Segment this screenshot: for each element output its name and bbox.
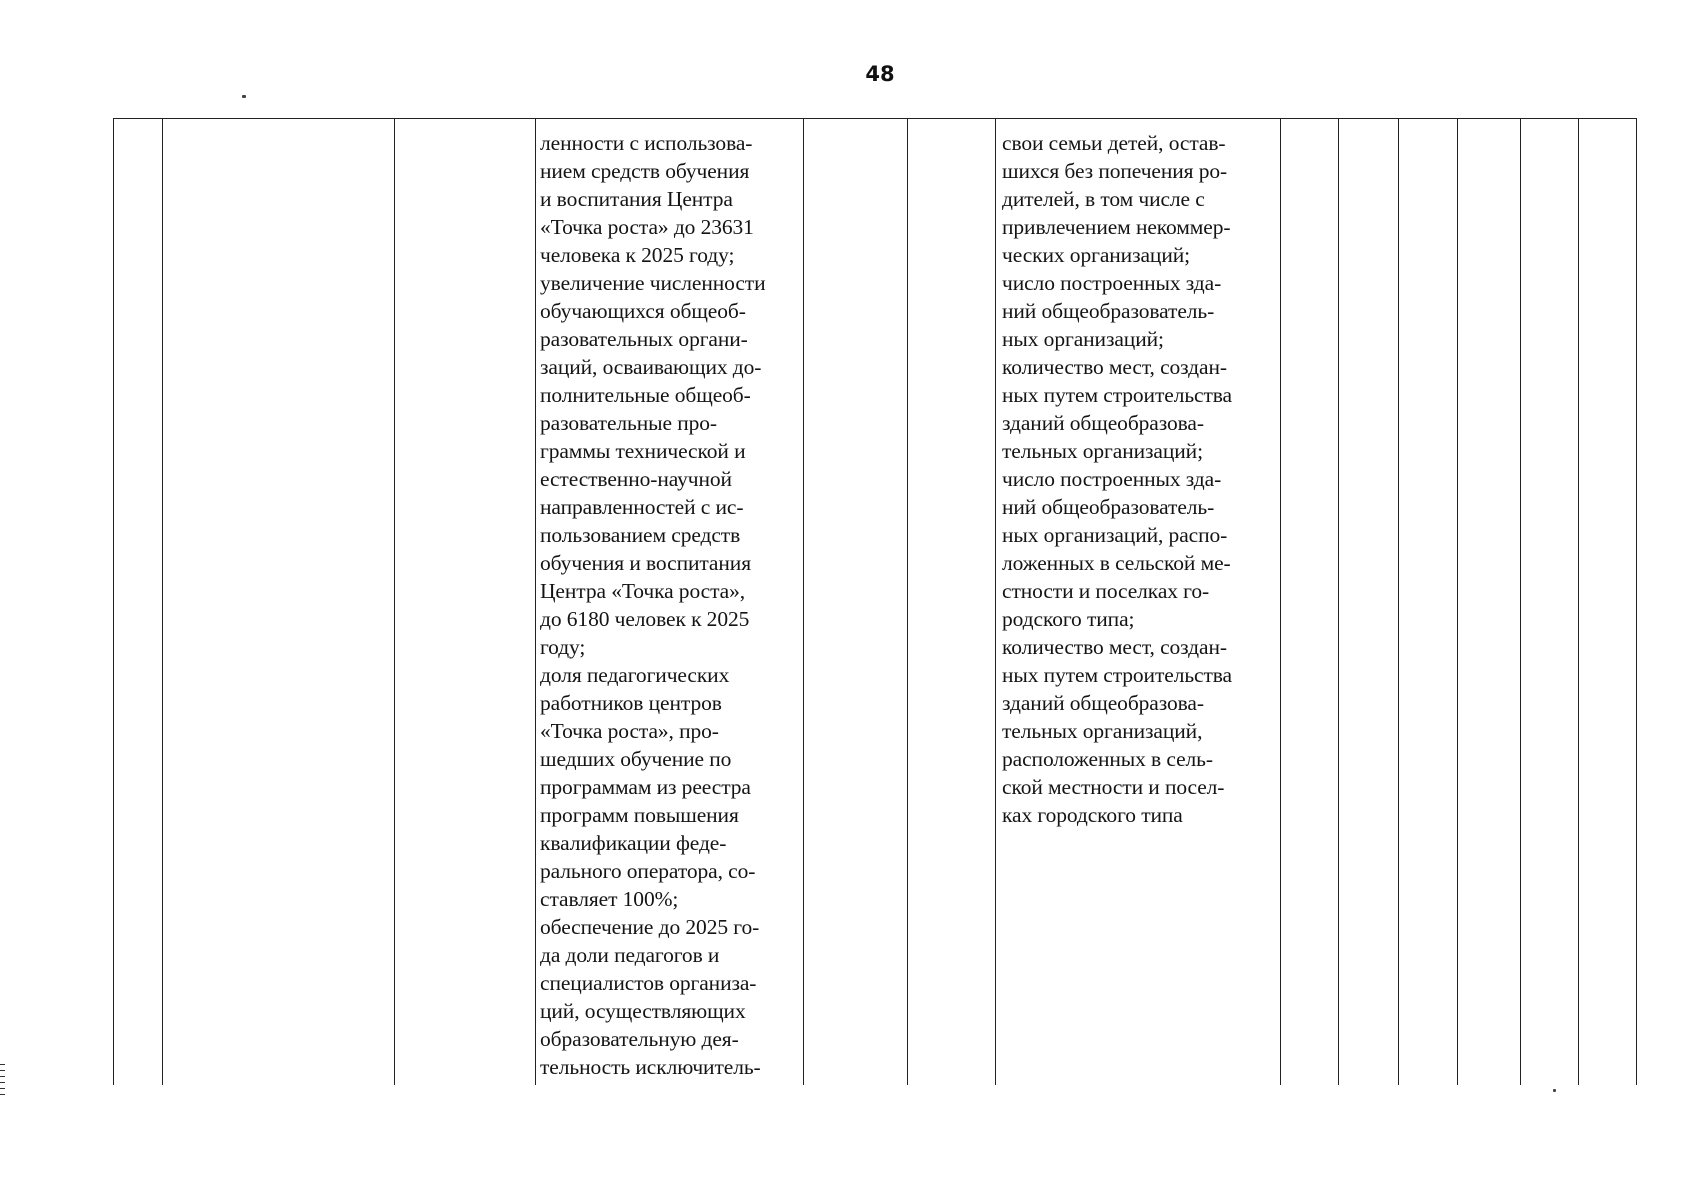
table-cell-indicators-b: свои семьи детей, остав- шихся без попечения ро- дителей, в том числе с привлечением некоммер- ческих организаций; число построенных зда- ний общеобразователь- ных организаций; количество мест, создан- ных путем строительства зданий общеобразова- тельных организаций; число построенных зда- ний общеобразователь- ных организаций, распо- ложенных в сельской ме- стности и поселках го- родского типа; количество мест, создан- ных путем строительства зданий общеобразова- тельных организаций, расположенных в сель- ской местности и посел- ках городского типа (1002, 131, 1232, 827)
table-column-border (535, 118, 536, 1085)
table-column-border (394, 118, 395, 1085)
table-column-border (113, 118, 114, 1085)
table-column-border (1338, 118, 1339, 1085)
scan-speck (1553, 1089, 1556, 1092)
scan-edge-marks (0, 1064, 5, 1098)
table-column-border (803, 118, 804, 1085)
table-column-border (1457, 118, 1458, 1085)
table-cell-indicators-a: ленности с использова- нием средств обучения и воспитания Центра «Точка роста» до 23631 человека к 2025 году; увеличение численности обучающихся общеоб- разовательных органи- заций, осваивающих до- полнительные общеоб- разовательные про- граммы технической и естественно-научной направленностей с ис- пользованием средств обучения и воспитания Центра «Точка роста», до 6180 человек к 2025 году; доля педагогических работников центров «Точка роста», про- шедших обучение по программам из реестра программ повышения квалификации феде- рального оператора, со- ставляет 100%; обеспечение до 2025 го- да доли педагогов и специалистов организа- ций, осуществляющих образовательную дея- тельность исключитель- (540, 131, 766, 1079)
scan-speck (242, 95, 246, 98)
page-number: 48 (865, 62, 895, 86)
table-column-border (1280, 118, 1281, 1085)
table-column-border (995, 118, 996, 1085)
table-column-border (1578, 118, 1579, 1085)
table-column-border (907, 118, 908, 1085)
table-column-border (1398, 118, 1399, 1085)
table-column-border (1636, 118, 1637, 1085)
table-column-border (1520, 118, 1521, 1085)
table-column-border (162, 118, 163, 1085)
table-frame (113, 118, 1637, 1086)
